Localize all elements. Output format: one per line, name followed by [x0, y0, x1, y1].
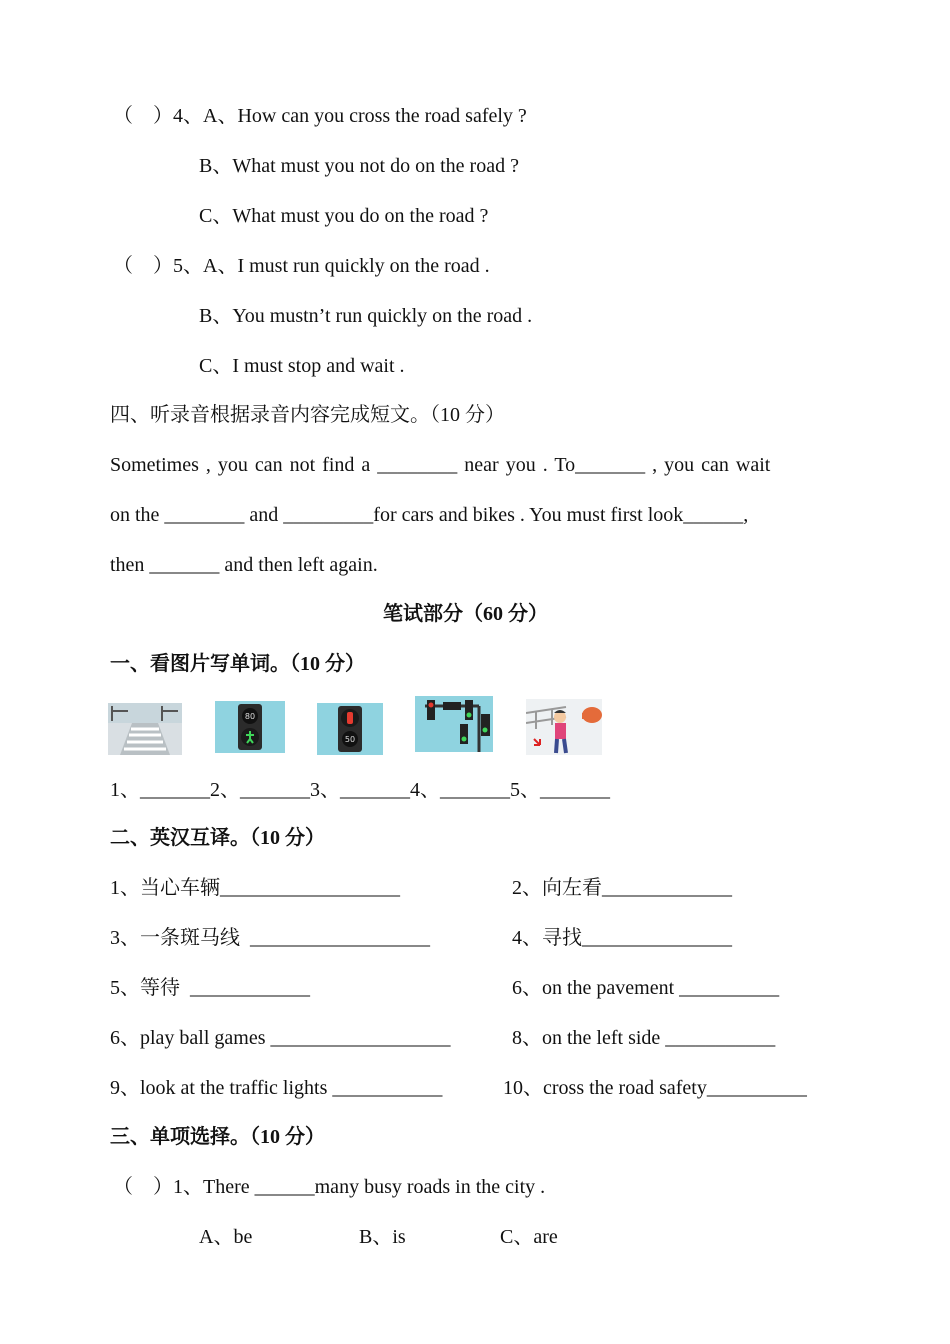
q4-option-c: C、What must you do on the road ?	[199, 205, 489, 227]
translation-item-1: 1、当心车辆__________________	[110, 877, 400, 899]
child-crossing-picture	[526, 699, 602, 755]
choice-option-b: B、is	[359, 1226, 406, 1248]
traffic-signals-picture	[415, 696, 493, 752]
translation-item-5: 5、等待 ____________	[110, 977, 310, 999]
translation-item-9: 9、look at the traffic lights ___________	[110, 1077, 443, 1099]
translation-item-3: 3、一条斑马线 __________________	[110, 927, 430, 949]
section1-answer-blanks: 1、_______2、_______3、_______4、_______5、_______	[110, 779, 610, 801]
svg-text:80: 80	[244, 712, 256, 721]
translation-item-4: 4、寻找_______________	[512, 927, 732, 949]
q4-option-b: B、What must you not do on the road ?	[199, 155, 519, 177]
q5-option-a: （ ）5、A、I must run quickly on the road .	[113, 255, 490, 277]
translation-item-10: 10、cross the road safety__________	[503, 1077, 807, 1099]
choice-option-c: C、are	[500, 1226, 558, 1248]
translation-item-2: 2、向左看_____________	[512, 877, 732, 899]
written-section3-title: 三、单项选择。（10 分）	[110, 1126, 325, 1148]
choice-option-a: A、be	[199, 1226, 253, 1248]
passage-line-1: Sometimes , you can not find a ________ near you . To_______ , you can wait	[110, 454, 771, 476]
translation-item-8: 8、on the left side ___________	[512, 1027, 776, 1049]
written-section1-title: 一、看图片写单词。（10 分）	[110, 653, 365, 675]
choice-question-1: （ ）1、There ______many busy roads in the city .	[113, 1176, 546, 1198]
q5-option-b: B、You mustn’t run quickly on the road .	[199, 305, 533, 327]
passage-line-3: then _______ and then left again.	[110, 554, 378, 576]
green-man-light-picture	[215, 701, 285, 753]
svg-text:50: 50	[344, 735, 356, 744]
written-section2-title: 二、英汉互译。（10 分）	[110, 827, 325, 849]
section4-title: 四、听录音根据录音内容完成短文。（10 分）	[110, 404, 505, 426]
translation-item-6: 6、on the pavement __________	[512, 977, 780, 999]
q4-option-a: （ ）4、A、How can you cross the road safely ?	[113, 105, 527, 127]
red-man-light-picture	[317, 703, 383, 755]
passage-line-2: on the ________ and _________for cars and bikes . You must first look______,	[110, 504, 749, 526]
zebra-crossing-picture	[108, 703, 182, 755]
translation-item-7: 6、play ball games __________________	[110, 1027, 451, 1049]
written-part-title: 笔试部分（60 分）	[383, 603, 548, 625]
q5-option-c: C、I must stop and wait .	[199, 355, 405, 377]
